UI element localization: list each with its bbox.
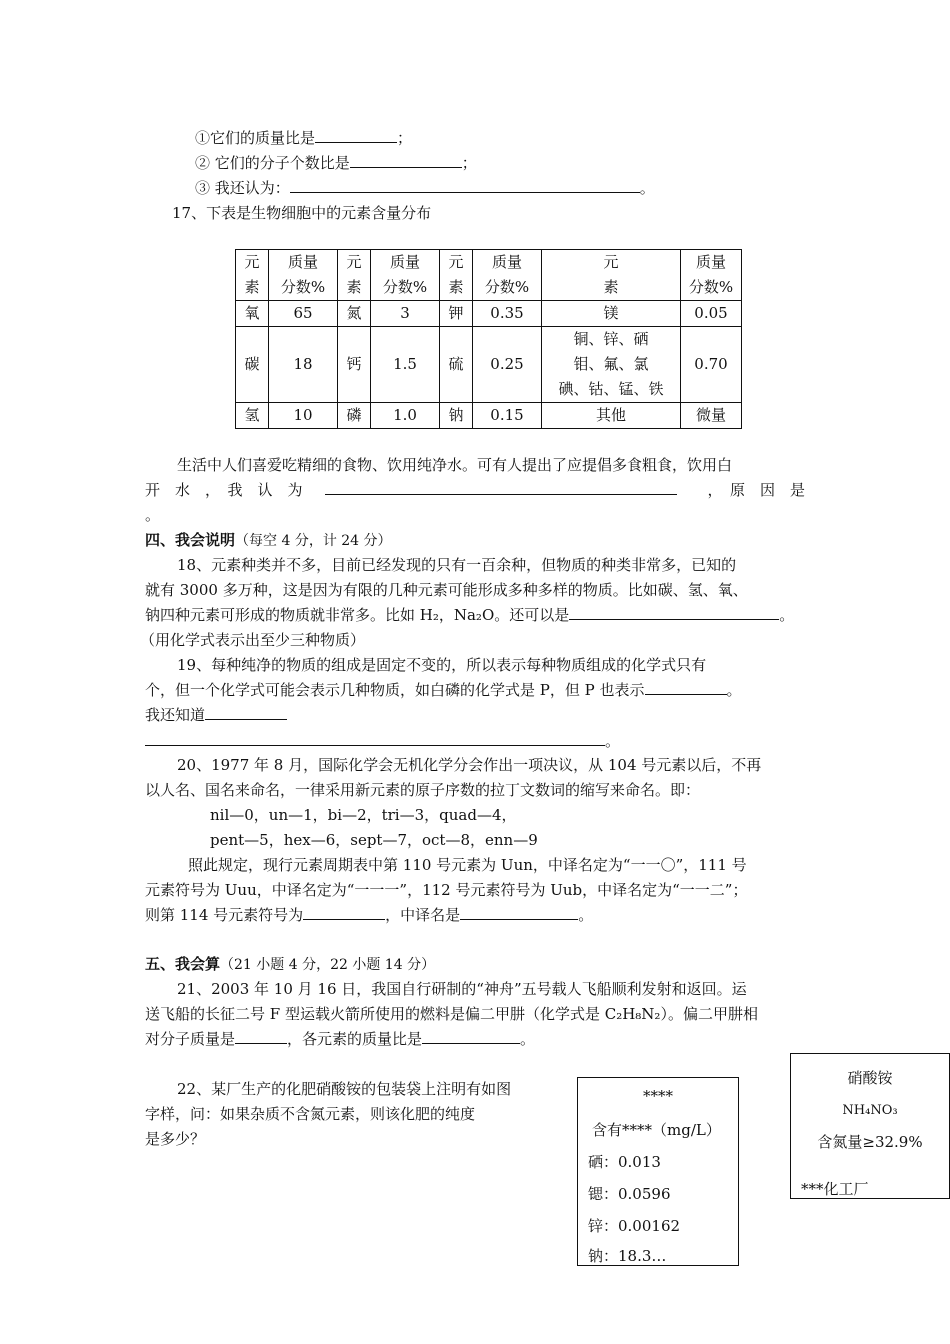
table-cell: 65 (269, 301, 338, 327)
answer-blank[interactable] (315, 128, 397, 143)
q20-line-4: pent—5，hex—6，sept—7，oct—8，enn—9 (210, 831, 538, 849)
table-cell: 硫 (440, 327, 473, 403)
q20-line-7: 则第 114 号元素符号为 ，中译名是 。 (145, 906, 594, 924)
q20-line-2: 以人名、国名来命名，一律采用新元素的原子序数的拉丁文数词的缩写来命名。即： (145, 781, 701, 799)
answer-blank[interactable] (205, 705, 287, 720)
section-5-heading: 五、我会算（21 小题 4 分，22 小题 14 分） (145, 955, 436, 973)
table-cell: 18 (269, 327, 338, 403)
answer-blank[interactable] (422, 1029, 520, 1044)
q18-line-2: 就有 3000 多万种，这是因为有限的几种元素可能形成多种多样的物质。比如碳、氢、氧、 (145, 581, 748, 599)
table-cell: 碳 (236, 327, 269, 403)
q22-line-3: 是多少？ (145, 1130, 206, 1148)
q21-line-3: 对分子质量是 ，各元素的质量比是 。 (145, 1030, 536, 1048)
table-cell: 钙 (338, 327, 371, 403)
q21-line-2: 送飞船的长征二号 F 型运载火箭所使用的燃料是偏二甲肼（化学式是 C₂H₈N₂）。偏二甲肼相 (145, 1005, 758, 1023)
fertilizer-name: 硝酸铵 (847, 1069, 893, 1087)
fertilizer-formula: NH₄NO₃ (842, 1103, 898, 1118)
q18-line-1: 18、元素种类并不多，目前已经发现的只有一百余种，但物质的种类非常多，已知的 (177, 556, 737, 574)
table-row (236, 301, 742, 327)
table-cell: 氮 (338, 301, 371, 327)
table-cell: 磷 (338, 403, 371, 429)
q19-line-2: 个，但一个化学式可能会表示几种物质，如白磷的化学式是 P，但 P 也表示 。 (145, 681, 742, 699)
table-cell: 0.35 (473, 301, 542, 327)
water-label-item: 硒：0.013 (588, 1153, 661, 1171)
q16-item-2: ② 它们的分子个数比是 ； (195, 154, 477, 172)
table-cell: 氧 (236, 301, 269, 327)
table-cell: 0.25 (473, 327, 542, 403)
q17-paragraph-2: 开 水 ， 我 认 为 ， 原 因 是 (145, 481, 805, 499)
water-label-title: **** (643, 1087, 673, 1105)
q19-line-4: 。 (145, 731, 620, 751)
answer-blank[interactable] (569, 605, 779, 620)
q20-line-3: nil—0，un—1，bi—2，tri—3，quad—4， (210, 806, 517, 824)
section-4-heading: 四、我会说明（每空 4 分，计 24 分） (145, 531, 392, 549)
q17-title: 17、下表是生物细胞中的元素含量分布 (172, 204, 432, 222)
table-cell: 氢 (236, 403, 269, 429)
answer-blank[interactable] (460, 905, 578, 920)
table-cell: 1.5 (371, 327, 440, 403)
q18-line-4: （用化学式表示出至少三种物质） (140, 631, 366, 649)
answer-blank[interactable] (290, 178, 640, 193)
water-label-item: 钠：18.3… (588, 1247, 667, 1265)
answer-blank[interactable] (325, 480, 677, 495)
element-content-table (235, 249, 742, 429)
table-cell: 钠 (440, 403, 473, 429)
q20-line-1: 20、1977 年 8 月，国际化学会无机化学分会作出一项决议，从 104 号元素以后，不再 (177, 756, 762, 774)
table-header-cell: 质量 分数% (473, 250, 542, 301)
q20-line-6: 元素符号为 Uuu，中译名定为“一一一”，112 号元素符号为 Uub，中译名定为“一一二”； (145, 881, 748, 899)
table-cell: 3 (371, 301, 440, 327)
table-row (236, 403, 742, 429)
table-header-cell: 质量 分数% (681, 250, 742, 301)
water-label-item: 锌：0.00162 (588, 1217, 681, 1235)
answer-blank[interactable] (645, 680, 727, 695)
answer-blank[interactable] (350, 153, 462, 168)
q18-line-3: 钠四种元素可形成的物质就非常多。比如 H₂，Na₂O。还可以是 。 (145, 606, 795, 624)
table-header-cell: 元 素 (338, 250, 371, 301)
q17-paragraph-3: 。 (145, 506, 161, 524)
table-cell: 镁 (542, 301, 681, 327)
table-cell: 钾 (440, 301, 473, 327)
answer-blank[interactable] (145, 731, 605, 746)
q20-line-5: 照此规定，现行元素周期表中第 110 号元素为 Uun，中译名定为“一一〇”，111 号 (188, 856, 747, 874)
table-cell: 0.05 (681, 301, 742, 327)
table-header-cell: 质量 分数% (371, 250, 440, 301)
answer-blank[interactable] (303, 905, 385, 920)
q17-paragraph-1: 生活中人们喜爱吃精细的食物、饮用纯净水。可有人提出了应提倡多食粗食，饮用白 (177, 456, 733, 474)
q19-line-1: 19、每种纯净的物质的组成是固定不变的，所以表示每种物质组成的化学式只有 (177, 656, 707, 674)
water-label-box (577, 1077, 739, 1266)
q22-line-1: 22、某厂生产的化肥硝酸铵的包装袋上注明有如图 (177, 1080, 512, 1098)
q19-line-3: 我还知道 (145, 705, 287, 725)
table-cell: 1.0 (371, 403, 440, 429)
table-cell: 其他 (542, 403, 681, 429)
table-header-cell: 质量 分数% (269, 250, 338, 301)
table-cell: 0.70 (681, 327, 742, 403)
table-cell: 微量 (681, 403, 742, 429)
table-header-cell: 元 素 (440, 250, 473, 301)
q16-item-3: ③ 我还认为： 。 (195, 179, 655, 197)
table-cell: 铜、锌、硒 钼、氟、氯 碘、钴、锰、铁 (542, 327, 681, 403)
table-header-cell: 元 素 (542, 250, 681, 301)
q22-line-2: 字样，问：如果杂质不含氮元素，则该化肥的纯度 (145, 1105, 476, 1123)
table-header-row (236, 250, 742, 301)
table-cell: 10 (269, 403, 338, 429)
fertilizer-factory: ***化工厂 (801, 1180, 869, 1198)
water-label-contains: 含有****（mg/L） (592, 1121, 721, 1139)
q21-line-1: 21、2003 年 10 月 16 日，我国自行研制的“神舟”五号载人飞船顺利发射和返回。运 (177, 980, 747, 998)
table-header-cell: 元 素 (236, 250, 269, 301)
q16-item-1: ①它们的质量比是 ； (195, 129, 413, 147)
answer-blank[interactable] (235, 1029, 287, 1044)
fertilizer-nitrogen-content: 含氮量≥32.9% (817, 1133, 923, 1151)
table-cell: 0.15 (473, 403, 542, 429)
table-row (236, 327, 742, 403)
fertilizer-label-box (790, 1053, 950, 1199)
water-label-item: 锶：0.0596 (588, 1185, 671, 1203)
